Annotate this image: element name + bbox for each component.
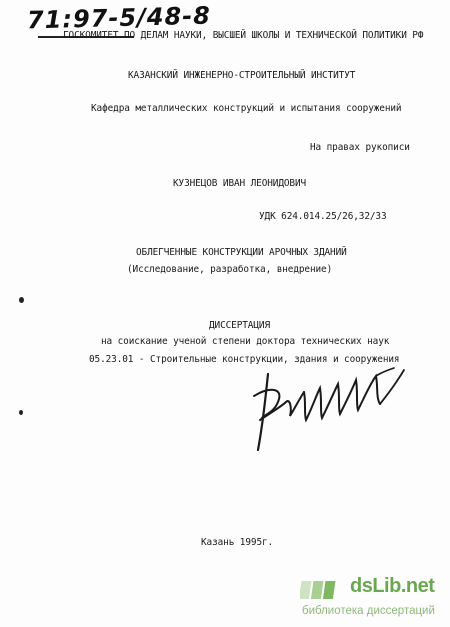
- manuscript-rights-line: На правах рукописи: [310, 142, 410, 153]
- institute-line: КАЗАНСКИЙ ИНЖЕНЕРНО-СТРОИТЕЛЬНЫЙ ИНСТИТУТ: [128, 70, 356, 81]
- margin-mark: [19, 297, 24, 303]
- watermark-tagline: библиотека диссертаций: [302, 605, 435, 617]
- udk-code: УДК 624.014.25/26,32/33: [259, 211, 387, 222]
- specialty-line: 05.23.01 - Строительные конструкции, здания и сооружения: [89, 354, 400, 365]
- handwritten-archive-code: 71:97-5/48-8: [26, 1, 212, 35]
- department-line: Кафедра металлических конструкций и испытания сооружений: [91, 103, 402, 114]
- watermark-brand: dsLib.net: [350, 575, 435, 597]
- dissertation-subtitle: (Исследование, разработка, внедрение): [127, 264, 333, 275]
- author-name: КУЗНЕЦОВ ИВАН ЛЕОНИДОВИЧ: [173, 178, 307, 189]
- degree-line: на соискание ученой степени доктора технических наук: [101, 336, 390, 347]
- handwritten-signature: [248, 362, 408, 462]
- dslib-logo-icon: [300, 577, 344, 603]
- margin-mark: [19, 410, 23, 415]
- dissertation-title: ОБЛЕГЧЕННЫЕ КОНСТРУКЦИИ АРОЧНЫХ ЗДАНИЙ: [136, 247, 347, 258]
- dslib-watermark: [300, 575, 446, 623]
- document-type: ДИССЕРТАЦИЯ: [209, 320, 270, 331]
- place-and-year: Казань 1995г.: [201, 537, 274, 548]
- agency-line: ГОСКОМИТЕТ ПО ДЕЛАМ НАУКИ, ВЫСШЕЙ ШКОЛЫ И ТЕХНИЧЕСКОЙ ПОЛИТИКИ РФ: [63, 30, 424, 41]
